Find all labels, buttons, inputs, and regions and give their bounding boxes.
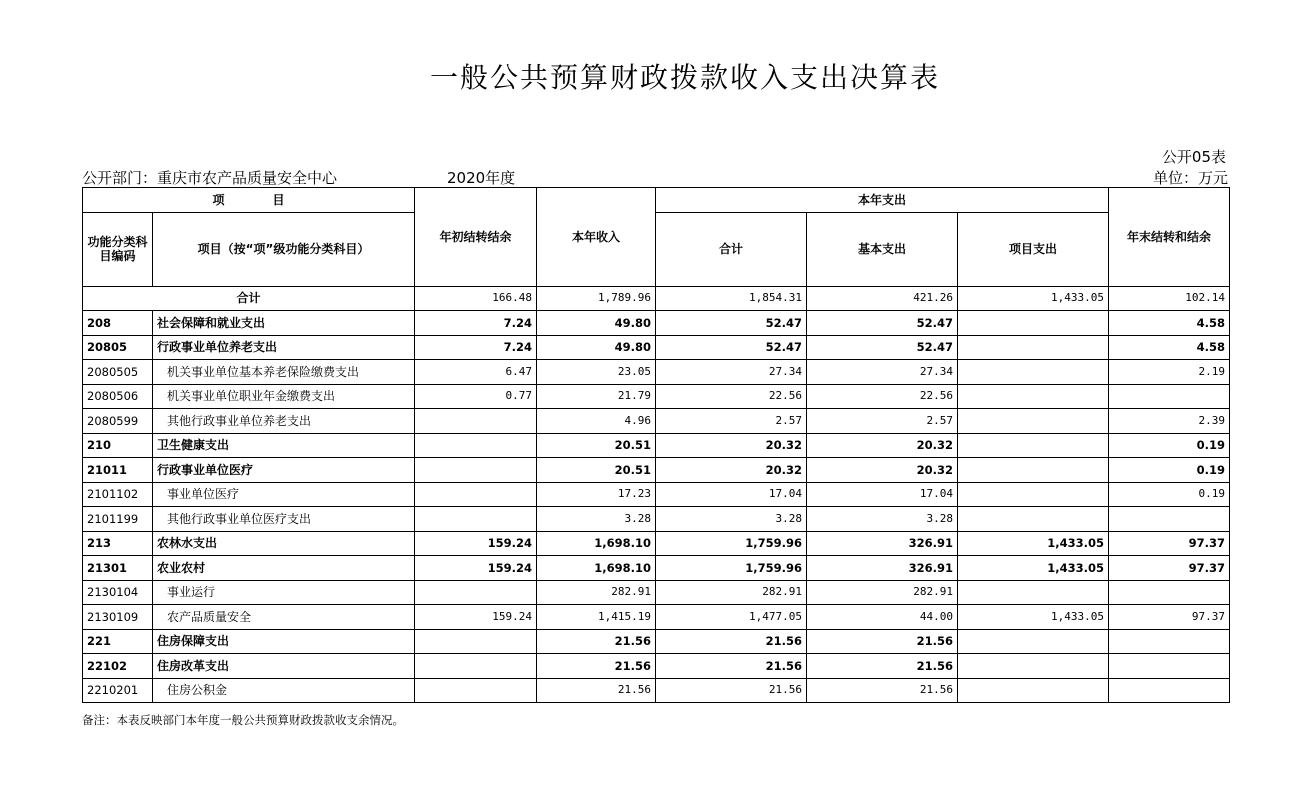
header-exp-project: 项目支出 <box>958 212 1109 286</box>
cell-exp-project <box>958 629 1109 654</box>
table-row <box>83 556 1230 581</box>
cell-closing: 97.37 <box>1109 556 1230 581</box>
cell-code: 2130109 <box>83 605 153 630</box>
cell-opening <box>415 482 537 507</box>
cell-opening <box>415 433 537 458</box>
cell-opening: 159.24 <box>415 556 537 581</box>
cell-code: 221 <box>83 629 153 654</box>
table-row <box>83 458 1230 483</box>
cell-opening: 159.24 <box>415 605 537 630</box>
cell-exp-total: 1,477.05 <box>656 605 807 630</box>
cell-code: 21011 <box>83 458 153 483</box>
cell-exp-total: 3.28 <box>656 507 807 532</box>
cell-code: 2130104 <box>83 580 153 605</box>
cell-exp-total: 21.56 <box>656 629 807 654</box>
page-title: 一般公共预算财政拨款收入支出决算表 <box>429 61 940 94</box>
cell-exp-basic: 3.28 <box>807 507 958 532</box>
cell-exp-total: 21.56 <box>656 654 807 679</box>
cell-exp-total: 21.56 <box>656 678 807 703</box>
cell-exp-basic: 22.56 <box>807 384 958 409</box>
cell-opening <box>415 654 537 679</box>
cell-exp-total: 20.32 <box>656 458 807 483</box>
cell-income: 20.51 <box>537 433 656 458</box>
table-row <box>83 678 1230 703</box>
cell-code: 2101102 <box>83 482 153 507</box>
cell-exp-basic: 21.56 <box>807 629 958 654</box>
cell-closing <box>1109 507 1230 532</box>
cell-exp-basic: 282.91 <box>807 580 958 605</box>
cell-exp-basic: 44.00 <box>807 605 958 630</box>
cell-exp-project: 1,433.05 <box>958 531 1109 556</box>
table-row <box>83 507 1230 532</box>
cell-exp-basic: 27.34 <box>807 360 958 385</box>
cell-opening: 6.47 <box>415 360 537 385</box>
cell-code: 2101199 <box>83 507 153 532</box>
cell-opening <box>415 629 537 654</box>
cell-code: 22102 <box>83 654 153 679</box>
table-row <box>83 531 1230 556</box>
cell-name: 住房保障支出 <box>153 629 415 654</box>
cell-income: 21.56 <box>537 654 656 679</box>
footnote: 备注：本表反映部门本年度一般公共预算财政拨款收支余情况。 <box>82 713 404 727</box>
cell-opening <box>415 580 537 605</box>
table-row <box>83 433 1230 458</box>
cell-opening <box>415 507 537 532</box>
cell-code: 213 <box>83 531 153 556</box>
total-exp-basic: 421.26 <box>807 286 958 311</box>
cell-opening: 7.24 <box>415 335 537 360</box>
department-label: 公开部门：重庆市农产品质量安全中心 <box>82 169 338 187</box>
cell-exp-total: 17.04 <box>656 482 807 507</box>
cell-income: 282.91 <box>537 580 656 605</box>
table-row <box>83 335 1230 360</box>
cell-income: 17.23 <box>537 482 656 507</box>
cell-code: 2080505 <box>83 360 153 385</box>
cell-code: 208 <box>83 311 153 336</box>
header-exp-basic: 基本支出 <box>807 212 958 286</box>
meta-row <box>82 167 1228 187</box>
cell-exp-total: 282.91 <box>656 580 807 605</box>
cell-closing <box>1109 654 1230 679</box>
header-expenditure: 本年支出 <box>656 188 1109 213</box>
cell-name: 机关事业单位职业年金缴费支出 <box>153 384 415 409</box>
cell-code: 2210201 <box>83 678 153 703</box>
cell-income: 1,415.19 <box>537 605 656 630</box>
cell-exp-project <box>958 458 1109 483</box>
cell-name: 住房改革支出 <box>153 654 415 679</box>
table-row <box>83 605 1230 630</box>
cell-exp-total: 1,759.96 <box>656 556 807 581</box>
cell-exp-project <box>958 654 1109 679</box>
cell-closing: 2.19 <box>1109 360 1230 385</box>
cell-exp-basic: 20.32 <box>807 458 958 483</box>
cell-exp-total: 20.32 <box>656 433 807 458</box>
cell-income: 49.80 <box>537 311 656 336</box>
table-row <box>83 384 1230 409</box>
cell-exp-project <box>958 311 1109 336</box>
table-row <box>83 311 1230 336</box>
table-row <box>83 409 1230 434</box>
budget-table <box>82 187 1230 703</box>
cell-closing: 0.19 <box>1109 433 1230 458</box>
cell-exp-basic: 21.56 <box>807 678 958 703</box>
header-closing-balance: 年末结转和结余 <box>1109 188 1230 287</box>
form-code: 公开05表 <box>1161 148 1226 166</box>
cell-exp-project <box>958 678 1109 703</box>
cell-income: 3.28 <box>537 507 656 532</box>
year-label: 2020年度 <box>447 169 516 187</box>
header-project: 项 目 <box>83 188 415 213</box>
table-row <box>83 629 1230 654</box>
cell-opening <box>415 678 537 703</box>
cell-income: 4.96 <box>537 409 656 434</box>
cell-name: 机关事业单位基本养老保险缴费支出 <box>153 360 415 385</box>
cell-exp-project <box>958 580 1109 605</box>
cell-closing: 4.58 <box>1109 335 1230 360</box>
cell-exp-total: 2.57 <box>656 409 807 434</box>
cell-opening <box>415 409 537 434</box>
cell-exp-project: 1,433.05 <box>958 556 1109 581</box>
cell-exp-total: 22.56 <box>656 384 807 409</box>
cell-name: 其他行政事业单位医疗支出 <box>153 507 415 532</box>
cell-name: 其他行政事业单位养老支出 <box>153 409 415 434</box>
total-label: 合计 <box>83 286 415 311</box>
header-code: 功能分类科目编码 <box>83 212 153 286</box>
cell-exp-project <box>958 482 1109 507</box>
cell-closing: 97.37 <box>1109 531 1230 556</box>
cell-income: 1,698.10 <box>537 556 656 581</box>
cell-code: 2080506 <box>83 384 153 409</box>
cell-name: 农产品质量安全 <box>153 605 415 630</box>
table-row <box>83 654 1230 679</box>
cell-exp-basic: 17.04 <box>807 482 958 507</box>
cell-closing <box>1109 384 1230 409</box>
cell-income: 49.80 <box>537 335 656 360</box>
cell-name: 行政事业单位养老支出 <box>153 335 415 360</box>
cell-opening: 7.24 <box>415 311 537 336</box>
total-row <box>83 286 1230 311</box>
table-row <box>83 482 1230 507</box>
cell-exp-project <box>958 507 1109 532</box>
cell-exp-basic: 2.57 <box>807 409 958 434</box>
total-closing: 102.14 <box>1109 286 1230 311</box>
cell-exp-total: 52.47 <box>656 311 807 336</box>
header-exp-total: 合计 <box>656 212 807 286</box>
cell-exp-total: 1,759.96 <box>656 531 807 556</box>
cell-income: 1,698.10 <box>537 531 656 556</box>
cell-name: 行政事业单位医疗 <box>153 458 415 483</box>
cell-exp-basic: 20.32 <box>807 433 958 458</box>
cell-closing: 2.39 <box>1109 409 1230 434</box>
cell-exp-project <box>958 335 1109 360</box>
cell-exp-project <box>958 433 1109 458</box>
cell-name: 农业农村 <box>153 556 415 581</box>
table-row <box>83 580 1230 605</box>
cell-closing: 97.37 <box>1109 605 1230 630</box>
cell-code: 20805 <box>83 335 153 360</box>
cell-name: 住房公积金 <box>153 678 415 703</box>
cell-income: 21.56 <box>537 629 656 654</box>
cell-closing: 0.19 <box>1109 458 1230 483</box>
cell-code: 2080599 <box>83 409 153 434</box>
table-row <box>83 360 1230 385</box>
cell-name: 事业运行 <box>153 580 415 605</box>
header-income: 本年收入 <box>537 188 656 287</box>
header-opening-balance: 年初结转结余 <box>415 188 537 287</box>
total-income: 1,789.96 <box>537 286 656 311</box>
cell-opening: 0.77 <box>415 384 537 409</box>
header-name: 项目（按“项”级功能分类科目） <box>153 212 415 286</box>
cell-exp-total: 52.47 <box>656 335 807 360</box>
cell-closing: 0.19 <box>1109 482 1230 507</box>
cell-exp-basic: 326.91 <box>807 556 958 581</box>
cell-income: 20.51 <box>537 458 656 483</box>
cell-closing <box>1109 580 1230 605</box>
cell-exp-project: 1,433.05 <box>958 605 1109 630</box>
cell-exp-project <box>958 384 1109 409</box>
unit-label: 单位：万元 <box>1152 169 1228 187</box>
cell-exp-basic: 326.91 <box>807 531 958 556</box>
cell-closing <box>1109 678 1230 703</box>
total-opening: 166.48 <box>415 286 537 311</box>
cell-name: 农林水支出 <box>153 531 415 556</box>
cell-opening: 159.24 <box>415 531 537 556</box>
total-exp-project: 1,433.05 <box>958 286 1109 311</box>
cell-exp-project <box>958 409 1109 434</box>
cell-exp-basic: 52.47 <box>807 311 958 336</box>
total-exp-total: 1,854.31 <box>656 286 807 311</box>
cell-exp-basic: 21.56 <box>807 654 958 679</box>
cell-opening <box>415 458 537 483</box>
cell-exp-basic: 52.47 <box>807 335 958 360</box>
cell-exp-total: 27.34 <box>656 360 807 385</box>
cell-exp-project <box>958 360 1109 385</box>
cell-name: 卫生健康支出 <box>153 433 415 458</box>
cell-code: 21301 <box>83 556 153 581</box>
cell-closing <box>1109 629 1230 654</box>
cell-name: 事业单位医疗 <box>153 482 415 507</box>
cell-closing: 4.58 <box>1109 311 1230 336</box>
cell-code: 210 <box>83 433 153 458</box>
cell-income: 21.56 <box>537 678 656 703</box>
cell-income: 23.05 <box>537 360 656 385</box>
cell-name: 社会保障和就业支出 <box>153 311 415 336</box>
cell-income: 21.79 <box>537 384 656 409</box>
